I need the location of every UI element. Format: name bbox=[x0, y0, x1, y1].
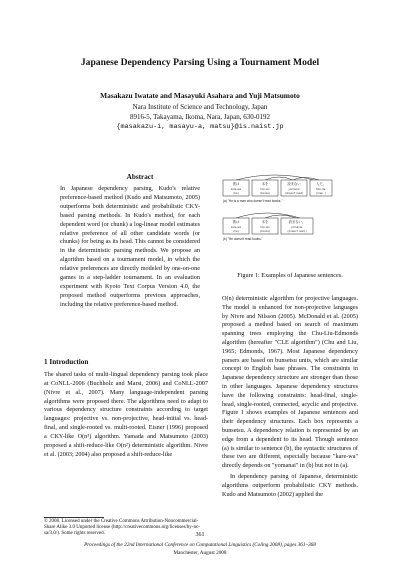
word-romaji: hito-da. bbox=[315, 188, 327, 191]
abstract-heading: Abstract bbox=[126, 173, 154, 181]
word-romaji: kare-wa bbox=[230, 188, 242, 191]
word-gloss: (man .) bbox=[316, 192, 326, 195]
word-jp: 人だ。 bbox=[316, 182, 326, 186]
email: {masakazu-i, masayu-a, matsu}@is.naist.jp bbox=[116, 123, 284, 131]
word-gloss: (books) bbox=[260, 230, 270, 233]
address: 8916-5, Takayama, Ikoma, Nara, Japan, 630-0192 bbox=[129, 113, 271, 121]
arc-a-2 bbox=[265, 177, 293, 180]
word-gloss: (doesn't read.) bbox=[287, 230, 307, 233]
proceedings-line: Proceedings of the 22nd International Conference on Computational Linguistics (Coling 2008), pages 361–368 bbox=[84, 542, 316, 548]
right-column-text bbox=[222, 295, 358, 499]
page-number: 361 bbox=[195, 532, 205, 538]
word-romaji: yomanai bbox=[288, 188, 300, 191]
footnote-divider bbox=[44, 517, 104, 518]
figure-caption: Figure 1: Examples of Japanese sentences. bbox=[237, 272, 343, 279]
word-romaji: kare-wa bbox=[230, 226, 242, 229]
word-gloss: (doesn't read) bbox=[284, 192, 304, 195]
body-paragraph: O(n) deterministic algorithm for projective languages. The model is enhanced for non-projective languages by Nivre and Nilsson (2005). McDonald et al. (2005) proposed a method based on search of maximum spanning trees employing the Chu-Liu-Edmonds algorithm (hereafter "CLE algorithm") (Chu and Liu, 1965; Edmonds, 1967). Most Japanese dependency parsers are based on bunsetsu units, which are similar concept to English base phrases. The constraints in Japanese dependency structure are stronger than those in other languages. Japanese dependency structures have the following constraints: head-final, single-head, single-rooted, connected, acyclic and projective. Figure 1 shows examples of Japanese sentences and their dependency structures. Each box represents a bunsetsu. A dependency relation is represented by an edge from a dependent to its head. Though sentence (a) is similar to sentence (b), the syntactic structures of these two are different, especially because "kare-wa" directly depends on "yomanai" in (b) but not in (a). bbox=[222, 295, 358, 470]
subcaption-b: (b) "He doesn't read books." bbox=[223, 237, 263, 241]
word-romaji: yomanai. bbox=[290, 226, 304, 229]
sentence-b bbox=[223, 218, 313, 234]
word-gloss: (books) bbox=[260, 192, 270, 195]
body-paragraph-2: In dependency parsing of Japanese, deterministic algorithms outperform probabilistic CKY methods. Kudo and Matsumoto (2002) applied the bbox=[222, 472, 358, 498]
arc-b-2 bbox=[265, 215, 296, 218]
sentence-a bbox=[223, 180, 332, 196]
section-heading: 1 Introduction bbox=[44, 358, 89, 366]
introduction-text: The shared tasks of multi-lingual dependency parsing took place at CoNLL-2006 (Buchholz and Marsi, 2006) and CoNLL-2007 (Nivre et al., 2007). Many language-independent parsing algorithms were proposed there. The algorithms need to adapt to various dependency structure constraints according to target languages: projective vs. non-projective, head-initial vs. head-final, and single-rooted vs. multi-rooted. Eisner (1996) proposed a CKY-like O(n³) algorithm. Yamada and Matsumoto (2003) proposed a shift-reduce-like O(n²) deterministic algorithm. Nivre et al. (2003; 2004) also proposed a shift-reduce-like bbox=[44, 371, 208, 458]
word-jp: 本を bbox=[261, 220, 269, 224]
word-jp: 読まない bbox=[287, 182, 301, 186]
word-romaji: hon-wo bbox=[260, 226, 270, 229]
arc-a-3 bbox=[293, 178, 319, 181]
word-gloss: (he) bbox=[233, 230, 239, 233]
abstract-text: In Japanese dependency parsing, Kudo's relative preference-based method (Kudo and Matsumoto, 2005) outperforms both deterministic and probabilistic CKY-based parsing methods. In Kudo's method, for each dependent word (or chunk) a log-linear model estimates relative preference of all other candidate words (or chunks) for being as its head. This cannot be considered in the deterministic parsing methods. We propose an algorithm based on a tournament model, in which the relative preferences are directly modeled by one-on-one games in a step-ladder tournament. In an evaluation experiment with Kyoto Text Corpus Version 4.0, the proposed method outperforms previous approaches, including the relative preference-based method. bbox=[60, 185, 200, 308]
arc-b-1 bbox=[236, 213, 300, 218]
word-romaji: hon-wo bbox=[260, 188, 270, 191]
word-jp: 彼は bbox=[232, 220, 240, 224]
author-list: Masakazu Iwatate and Masayuki Asahara and Yuji Matsumoto bbox=[100, 91, 300, 100]
dependency-figure bbox=[222, 172, 358, 260]
word-jp: 彼は bbox=[232, 182, 240, 186]
subcaption-a: (a) "He is a man who doesn't read books." bbox=[223, 199, 283, 203]
word-gloss: (he) bbox=[233, 192, 239, 195]
word-jp: 読まない。 bbox=[288, 220, 306, 224]
word-jp: 本を bbox=[261, 182, 269, 186]
affiliation: Nara Institute of Science and Technology, Japan bbox=[132, 103, 268, 111]
license-footnote: © 2008. Licensed under the Creative Commons Attribution-Noncommercial-Share Alike 3.0 Unported license (http://creativecommons.org/licenses/by-nc-sa/3.0/). Some rights reserved. bbox=[44, 519, 200, 537]
conference-location: Manchester, August 2008 bbox=[173, 550, 227, 556]
paper-title: Japanese Dependency Parsing Using a Tournament Model bbox=[80, 57, 320, 68]
